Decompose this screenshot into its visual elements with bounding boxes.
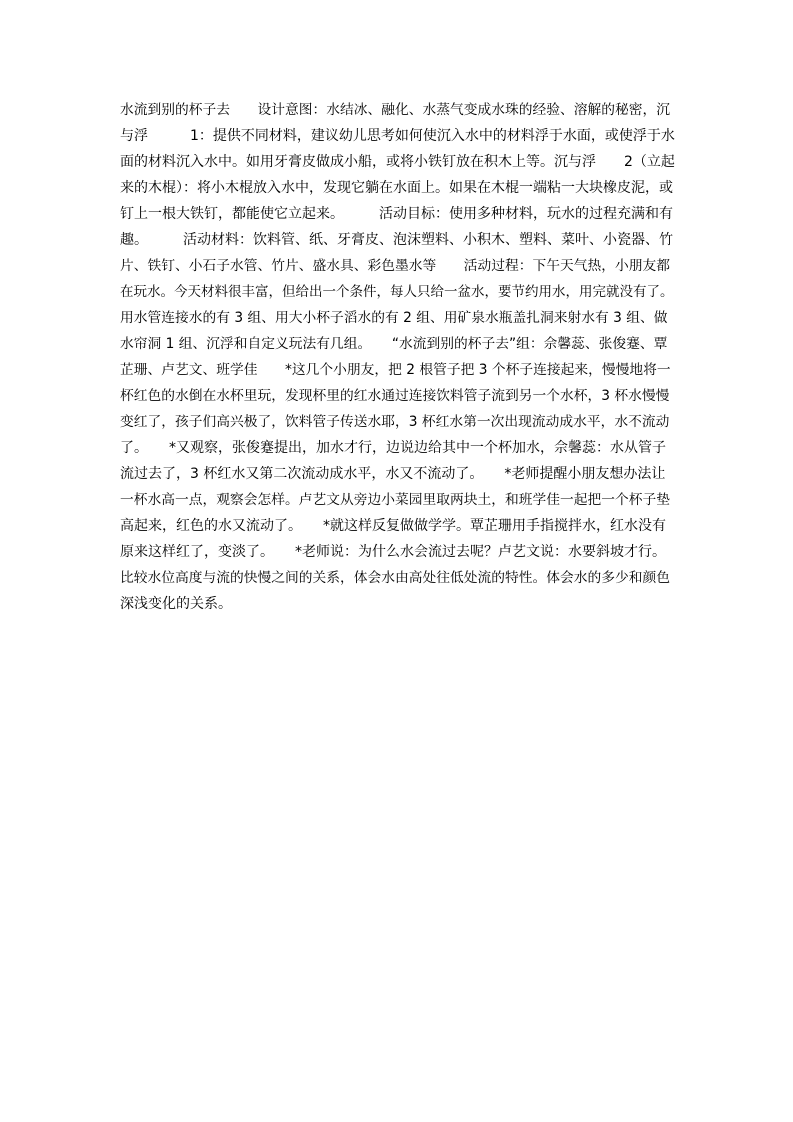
text-line: 与浮 1：提供不同材料，建议幼儿思考如何使沉入水中的材料浮于水面，或使浮于水 <box>120 128 675 144</box>
text-line: 变红了，孩子们高兴极了，饮料管子传送水耶，3 杯红水第一次出现流动成水平，水不流动 <box>120 414 670 430</box>
text-line: 片、铁钉、小石子水管、竹片、盛水具、彩色墨水等 活动过程：下午天气热，小朋友都 <box>120 258 671 274</box>
text-line: 水流到别的杯子去 设计意图：水结冰、融化、水蒸气变成水珠的经验、溶解的秘密，沉 <box>120 102 671 118</box>
text-line: 用水管连接水的有 3 组、用大小杯子滔水的有 2 组、用矿泉水瓶盖扎洞来射水有 3 组、做 <box>120 310 668 326</box>
text-line: 趣。 活动材料：饮料管、纸、牙膏皮、泡沫塑料、小积木、塑料、菜叶、小瓷器、竹 <box>120 232 673 248</box>
text-line: 了。 *又观察，张俊蹇提出，加水才行，边说边给其中一个杯加水，佘馨蕊：水从管子 <box>120 440 666 456</box>
text-line: 一杯水高一点，观察会怎样。卢艺文从旁边小菜园里取两块土，和班学佳一起把一个杯子垫 <box>120 492 671 508</box>
text-line: 钉上一根大铁钉，都能使它立起来。 活动目标：使用多种材料，玩水的过程充满和有 <box>120 206 673 222</box>
text-line: 原来这样红了，变淡了。 *老师说：为什么水会流过去呢？卢艺文说：水要斜坡才行。 <box>120 544 666 560</box>
text-line: 面的材料沉入水中。如用牙膏皮做成小船，或将小铁钉放在积木上等。沉与浮 2（立起 <box>120 154 675 170</box>
text-line: 比较水位高度与流的快慢之间的关系，体会水由高处往低处流的特性。体会水的多少和颜色 <box>120 570 671 586</box>
document-body-text <box>120 97 676 617</box>
text-line: 水帘洞 1 组、沉浮和自定义玩法有几组。 “水流到别的杯子去”组：佘馨蕊、张俊蹇、覃 <box>120 336 668 352</box>
text-line: 深浅变化的关系。 <box>120 596 232 612</box>
text-line: 高起来，红色的水又流动了。 *就这样反复做做学学。覃芷珊用手指搅拌水，红水没有 <box>120 518 666 534</box>
text-line: 芷珊、卢艺文、班学佳 *这几个小朋友，把 2 根管子把 3 个杯子连接起来，慢慢地将一 <box>120 362 671 378</box>
text-line: 流过去了，3 杯红水又第二次流动成水平，水又不流动了。 *老师提醒小朋友想办法让 <box>120 466 666 482</box>
text-line: 来的木棍）：将小木棍放入水中，发现它躺在水面上。如果在木棍一端粘一大块橡皮泥，或 <box>120 180 673 196</box>
text-line: 杯红色的水倒在水杯里玩，发现杯里的红水通过连接饮料管子流到另一个水杯，3 杯水慢慢 <box>120 388 670 404</box>
text-line: 在玩水。今天材料很丰富，但给出一个条件，每人只给一盆水，要节约用水，用完就没有了。 <box>120 284 674 300</box>
